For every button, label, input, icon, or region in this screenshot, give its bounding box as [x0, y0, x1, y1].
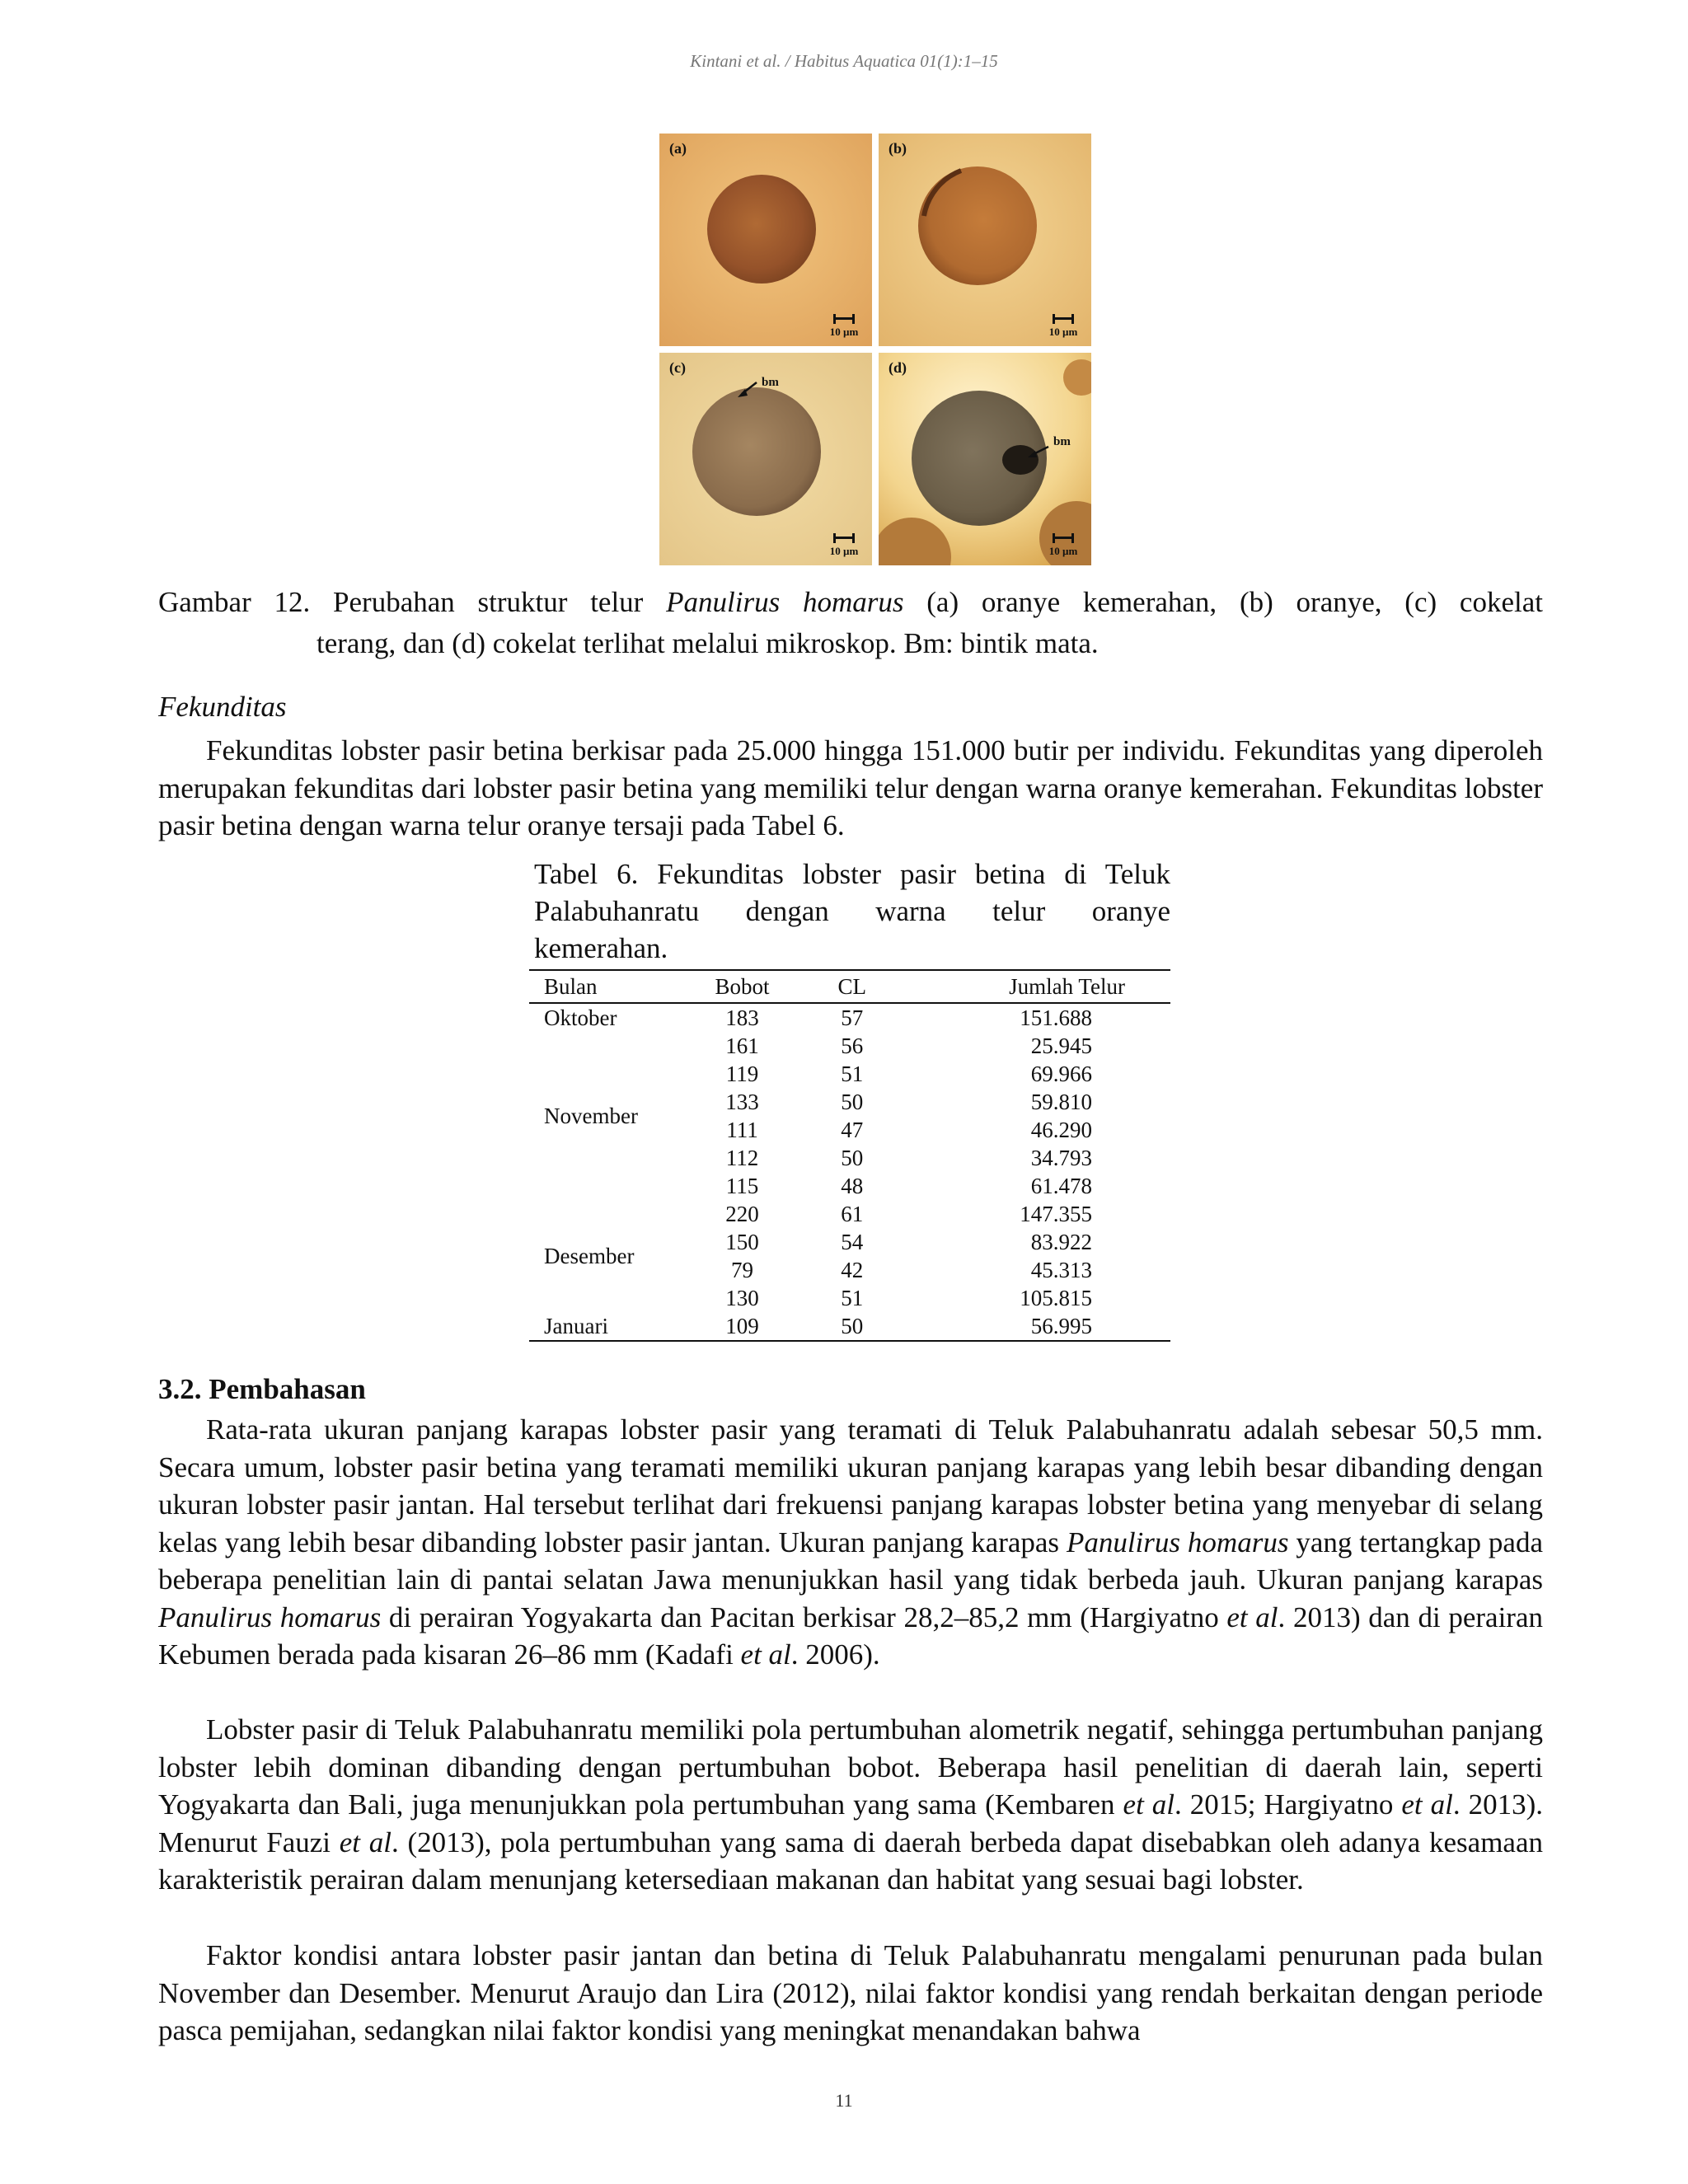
table-caption-line1: Tabel 6. Fekunditas lobster pasir betina di Teluk	[534, 858, 1170, 890]
month-cell: Desember	[544, 1244, 635, 1268]
discussion-paragraph-3: Faktor kondisi antara lobster pasir jantan dan betina di Teluk Palabuhanratu mengalami penurunan pada bulan November dan Desember. Menurut Araujo dan Lira (2012), nilai faktor kondisi yang rendah berkaitan dengan periode pasca pemijahan, sedangkan nilai faktor kondisi yang meningkat menandakan bahwa	[158, 1939, 1543, 2046]
column-header: Jumlah Telur	[914, 970, 1170, 1003]
table-caption-line3: kemerahan.	[534, 932, 668, 964]
discussion-paragraph-1	[158, 1411, 1543, 1674]
table-cell: 130	[725, 1286, 759, 1310]
text-run: . 2006).	[790, 1638, 880, 1671]
table-caption	[534, 855, 1170, 967]
et-al: et al	[1401, 1788, 1453, 1821]
eyespot-label: bm	[1053, 435, 1071, 448]
et-al: et al	[740, 1638, 791, 1671]
table-cell: 46.290	[1030, 1118, 1092, 1142]
caption-species: Panulirus homarus	[666, 586, 904, 618]
scale-bar	[826, 533, 862, 559]
table-cell: 50	[790, 1312, 914, 1341]
table-cell: 51	[841, 1062, 864, 1086]
table-cell: 51	[841, 1286, 864, 1310]
text-run: . 2013) dan di perairan Kebumen berada pada kisaran 26–86 mm (Kadafi	[158, 1601, 1543, 1671]
text-run: Lobster pasir di Teluk Palabuhanratu memiliki pola pertumbuhan alometrik negatif, sehingga pertumbuhan panjang lobster lebih dominan dibanding dengan pertumbuhan bobot. Beberapa hasil penelitian di daerah lain, seperti Yogyakarta dan Bali, juga menunjukkan pola pertumbuhan yang sama (Kembaren	[158, 1713, 1543, 1821]
running-head: Kintani et al. / Habitus Aquatica 01(1):1–15	[690, 51, 998, 71]
caption-line2: terang, dan (d) cokelat terlihat melalui mikroskop. Bm: bintik mata.	[316, 627, 1099, 659]
caption-line1-rest: (a) oranye kemerahan, (b) oranye, (c) cokelat	[903, 586, 1543, 618]
discussion-paragraph-2	[158, 1711, 1543, 1899]
month-cell: Januari	[529, 1312, 694, 1341]
table-cell: 69.966	[1030, 1062, 1092, 1086]
table-row	[529, 1032, 1170, 1060]
table-cell: 111	[726, 1118, 758, 1142]
column-header: CL	[790, 970, 914, 1003]
table-cell: 50	[841, 1146, 864, 1170]
scale-bar-label: 10 µm	[1048, 326, 1078, 338]
column-header: Bulan	[529, 970, 694, 1003]
table-cell: 54	[841, 1230, 864, 1254]
fekunditas-paragraph: Fekunditas lobster pasir betina berkisar pada 25.000 hingga 151.000 butir per individu. Fekunditas yang diperoleh merupakan fekunditas dari lobster pasir betina yang memiliki telur dengan warna oranye kemerahan. Fekunditas lobster pasir betina dengan warna telur oranye tersaji pada Tabel 6.	[158, 734, 1543, 841]
month-cell: November	[544, 1104, 638, 1128]
eyespot-label: bm	[762, 376, 779, 389]
et-al: et al	[1123, 1788, 1175, 1821]
scale-bar	[1045, 533, 1081, 559]
table-cell: 25.945	[1030, 1033, 1092, 1058]
scale-bar	[826, 314, 862, 340]
table-cell: 119	[725, 1062, 759, 1086]
table-cell: 150	[725, 1230, 759, 1254]
et-al: et al	[1226, 1601, 1278, 1633]
table-cell: 161	[725, 1033, 759, 1058]
month-cell: Oktober	[544, 1005, 617, 1030]
egg-microscopy-figure	[659, 134, 1091, 565]
table-cell: 151.688	[1020, 1005, 1092, 1030]
page-number: 11	[835, 2090, 853, 2111]
scale-bar-label: 10 µm	[829, 545, 859, 557]
table-cell: 42	[841, 1258, 864, 1282]
table-cell: 147.355	[1020, 1202, 1092, 1226]
table-cell: 79	[731, 1258, 753, 1282]
table-row	[529, 1312, 1170, 1341]
caption-prefix: Gambar 12. Perubahan struktur telur	[158, 586, 667, 618]
text-run: Rata-rata ukuran panjang karapas lobster pasir yang teramati di Teluk Palabuhanratu adalah sebesar 50,5 mm. Secara umum, lobster pasir betina yang teramati memiliki ukuran panjang karapas yang lebih besar dibanding dengan ukuran lobster pasir jantan. Hal tersebut terlihat dari frekuensi panjang karapas lobster betina yang menyebar di selang kelas yang lebih besar dibanding lobster pasir jantan. Ukuran panjang karapas	[158, 1413, 1543, 1558]
figure-panel-a	[659, 134, 872, 346]
text-run: di perairan Yogyakarta dan Pacitan berkisar 28,2–85,2 mm (Hargiyatno	[381, 1601, 1227, 1633]
table-cell: 59.810	[1030, 1090, 1092, 1114]
table-cell: 61.478	[1030, 1174, 1092, 1198]
table-cell: 56	[841, 1033, 864, 1058]
scale-bar-label: 10 µm	[1048, 545, 1078, 557]
table-cell: 183	[725, 1005, 759, 1030]
text-run: . (2013), pola pertumbuhan yang sama di daerah berbeda dapat disebabkan oleh adanya kesamaan karakteristik perairan dalam menunjang ketersediaan makanan dan habitat yang sesuai bagi lobster.	[158, 1825, 1544, 1896]
figure-panel-c	[659, 353, 872, 565]
text-run: . 2013). Menurut Fauzi	[158, 1788, 1544, 1858]
scale-bar	[1045, 314, 1081, 340]
panel-label: (a)	[669, 140, 687, 157]
table-cell: 220	[725, 1202, 759, 1226]
table-cell: 105.815	[1020, 1286, 1092, 1310]
scale-bar-label: 10 µm	[829, 326, 859, 338]
panel-label: (c)	[669, 359, 686, 376]
text-run: yang tertangkap pada beberapa penelitian lain di pantai selatan Jawa menunjukkan hasil yang tidak berbeda jauh. Ukuran panjang karapas	[158, 1526, 1543, 1596]
table-cell: 57	[841, 1005, 864, 1030]
table-caption-line2: Palabuhanratu dengan warna telur oranye	[534, 895, 1170, 927]
figure-caption	[158, 582, 1543, 664]
table-header-row	[529, 970, 1170, 1003]
section-heading: 3.2. Pembahasan	[158, 1373, 366, 1405]
table-cell: 34.793	[1030, 1146, 1092, 1170]
figure-panel-b	[879, 134, 1091, 346]
table-cell: 83.922	[1030, 1230, 1092, 1254]
table-cell: 133	[725, 1090, 759, 1114]
panel-label: (b)	[889, 140, 907, 157]
table-cell: 61	[841, 1202, 864, 1226]
table-cell: 47	[841, 1118, 864, 1142]
table-cell: 50	[841, 1090, 864, 1114]
table-row	[529, 1003, 1170, 1032]
table-cell: 112	[725, 1146, 759, 1170]
table-cell: 45.313	[1030, 1258, 1092, 1282]
fecundity-table	[529, 969, 1170, 1342]
table-cell: 115	[725, 1174, 759, 1198]
table-cell: 109	[694, 1312, 790, 1341]
panel-label: (d)	[889, 359, 907, 376]
species-name: Panulirus homarus	[1066, 1526, 1289, 1558]
fekunditas-heading: Fekunditas	[158, 691, 287, 723]
et-al: et al	[339, 1825, 392, 1858]
column-header: Bobot	[694, 970, 790, 1003]
text-run: . 2015; Hargiyatno	[1175, 1788, 1402, 1821]
species-name: Panulirus homarus	[158, 1601, 382, 1633]
table-row	[529, 1200, 1170, 1228]
figure-panel-d	[879, 353, 1091, 565]
table-cell: 56.995	[914, 1312, 1170, 1341]
table-cell: 48	[841, 1174, 864, 1198]
